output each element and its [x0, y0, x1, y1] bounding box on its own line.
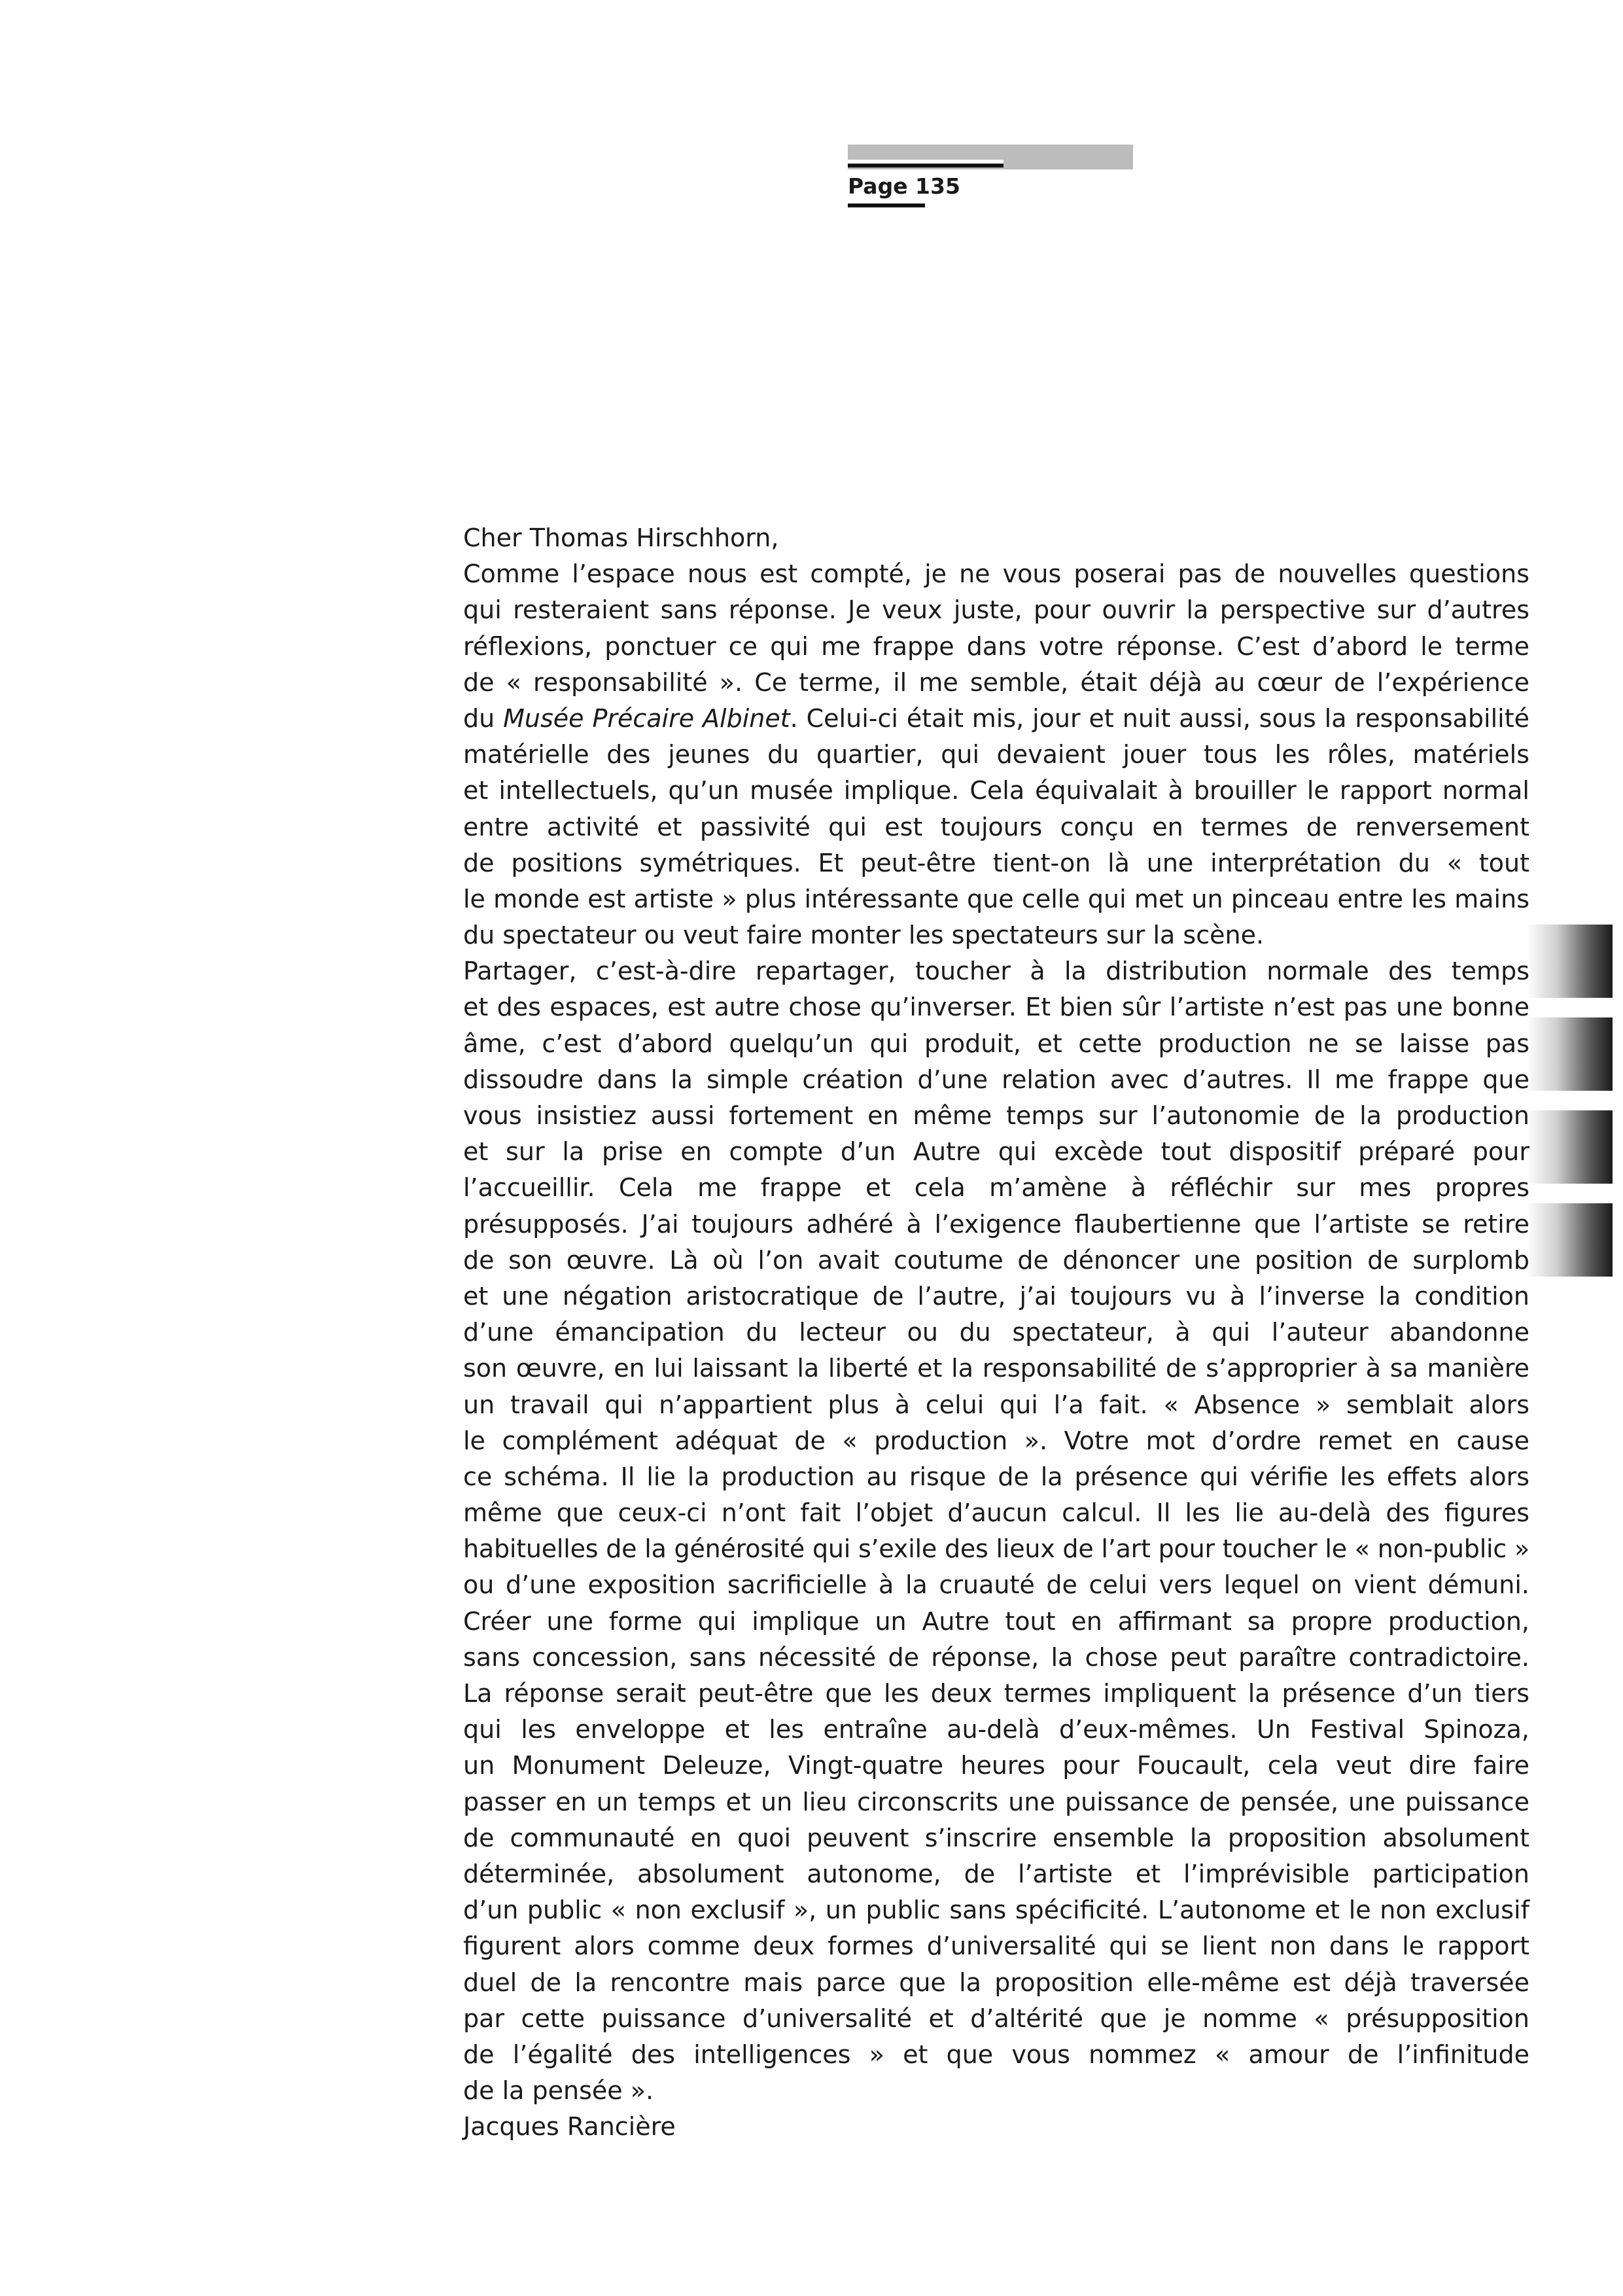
letter-line: figurent alors comme deux formes d’universalité qui se lient non dans le rapport — [463, 1932, 1529, 1961]
letter-line: et intellectuels, qu’un musée implique. Cela équivalait à brouiller le rapport normal — [463, 776, 1529, 805]
letter-line: La réponse serait peut-être que les deux termes impliquent la présence d’un tiers — [463, 1679, 1529, 1708]
letter-line: ce schéma. Il lie la production au risque de la présence qui vérifie les effets alors — [463, 1462, 1529, 1491]
letter-line: dissoudre dans la simple création d’une relation avec d’autres. Il me frappe que — [463, 1065, 1529, 1094]
letter-line: présupposés. J’ai toujours adhéré à l’exigence flaubertienne que l’artiste se retire — [463, 1209, 1529, 1239]
letter-line: qui resteraient sans réponse. Je veux juste, pour ouvrir la perspective sur d’autres — [463, 595, 1529, 625]
section-tab-4 — [1527, 1203, 1613, 1277]
letter-line: et des espaces, est autre chose qu’inverser. Et bien sûr l’artiste n’est pas une bonne — [463, 993, 1529, 1022]
letter-line: son œuvre, en lui laissant la liberté et la responsabilité de s’approprier à sa manière — [463, 1354, 1529, 1383]
letter-line: ou d’une exposition sacrificielle à la cruauté de celui vers lequel on vient démuni. — [463, 1570, 1529, 1600]
letter-line: réflexions, ponctuer ce qui me frappe dans votre réponse. C’est d’abord le terme — [463, 631, 1529, 661]
letter-body — [463, 520, 1529, 2145]
letter-line: Comme l’espace nous est compté, je ne vous poserai pas de nouvelles questions — [463, 559, 1529, 589]
letter-paragraphs — [463, 556, 1529, 2109]
letter-line-title: Musée Précaire Albinet — [503, 703, 790, 733]
letter-line: même que ceux-ci n’ont fait l’objet d’aucun calcul. Il les lie au-delà des figures — [463, 1498, 1529, 1528]
letter-line: passer en un temps et un lieu circonscrits une puissance de pensée, une puissance — [463, 1787, 1529, 1816]
letter-line: Partager, c’est-à-dire repartager, toucher à la distribution normale des temps — [463, 957, 1529, 986]
header-black-rule — [848, 164, 1003, 168]
page-number-underline — [848, 203, 925, 207]
section-tab-2 — [1527, 1017, 1613, 1091]
letter-line: déterminée, absolument autonome, de l’artiste et l’imprévisible participation — [463, 1859, 1529, 1888]
letter-line: de la pensée ». — [463, 2076, 654, 2106]
letter-salutation: Cher Thomas Hirschhorn, — [463, 523, 779, 552]
section-tab-3 — [1527, 1110, 1613, 1184]
letter-line: duel de la rencontre mais parce que la proposition elle-même est déjà traversée — [463, 1968, 1529, 1997]
letter-line: âme, c’est d’abord quelqu’un qui produit, et cette production ne se laisse pas — [463, 1029, 1529, 1058]
letter-line: matérielle des jeunes du quartier, qui devaient jouer tous les rôles, matériels — [463, 740, 1529, 769]
letter-line: le complément adéquat de « production ». Votre mot d’ordre remet en cause — [463, 1426, 1529, 1455]
letter-line: sans concession, sans nécessité de réponse, la chose peut paraître contradictoire. — [463, 1642, 1529, 1672]
letter-line: du spectateur ou veut faire monter les spectateurs sur la scène. — [463, 921, 1265, 950]
letter-line: Créer une forme qui implique un Autre tout en affirmant sa propre production, — [463, 1606, 1529, 1636]
letter-line: l’accueillir. Cela me frappe et cela m’amène à réfléchir sur mes propres — [463, 1173, 1529, 1203]
letter-line: et une négation aristocratique de l’autre, j’ai toujours vu à l’inverse la condition — [463, 1281, 1529, 1311]
letter-line: un travail qui n’appartient plus à celui qui l’a fait. « Absence » semblait alors — [463, 1390, 1529, 1419]
letter-line: de « responsabilité ». Ce terme, il me semble, était déjà au cœur de l’expérience — [463, 667, 1529, 697]
letter-line: un Monument Deleuze, Vingt-quatre heures pour Foucault, cela veut dire faire — [463, 1751, 1529, 1780]
page-number-label: Page 135 — [848, 173, 960, 199]
letter-line: entre activité et passivité qui est toujours conçu en termes de renversement — [463, 812, 1529, 841]
letter-line: et sur la prise en compte d’un Autre qui excède tout dispositif préparé pour — [463, 1137, 1529, 1167]
letter-line: de son œuvre. Là où l’on avait coutume de dénoncer une position de surplomb — [463, 1245, 1529, 1275]
letter-line: de communauté en quoi peuvent s’inscrire ensemble la proposition absolument — [463, 1823, 1529, 1852]
letter-line: le monde est artiste » plus intéressante que celle qui met un pinceau entre les mains — [463, 884, 1529, 913]
letter-line: de positions symétriques. Et peut-être tient-on là une interprétation du « tout — [463, 848, 1529, 877]
letter-line: qui les enveloppe et les entraîne au-delà d’eux-mêmes. Un Festival Spinoza, — [463, 1715, 1529, 1744]
letter-line: de l’égalité des intelligences » et que vous nommez « amour de l’infinitude — [463, 2040, 1529, 2069]
letter-line: d’une émancipation du lecteur ou du spectateur, à qui l’auteur abandonne — [463, 1318, 1529, 1347]
letter-line-post: . Celui-ci était mis, jour et nuit aussi, sous la responsabilité — [790, 703, 1529, 733]
letter-signature: Jacques Rancière — [463, 2112, 676, 2142]
section-tab-1 — [1527, 925, 1613, 998]
letter-line: d’un public « non exclusif », un public sans spécificité. L’autonome et le non exclusif — [463, 1896, 1529, 1925]
letter-line — [463, 701, 1529, 737]
letter-line: habituelles de la générosité qui s’exile des lieux de l’art pour toucher le « non-public » — [463, 1534, 1529, 1564]
letter-line-pre: du — [463, 703, 504, 733]
letter-line: vous insistiez aussi fortement en même temps sur l’autonomie de la production — [463, 1101, 1529, 1130]
letter-line: par cette puissance d’universalité et d’altérité que je nomme « présupposition — [463, 2004, 1529, 2033]
